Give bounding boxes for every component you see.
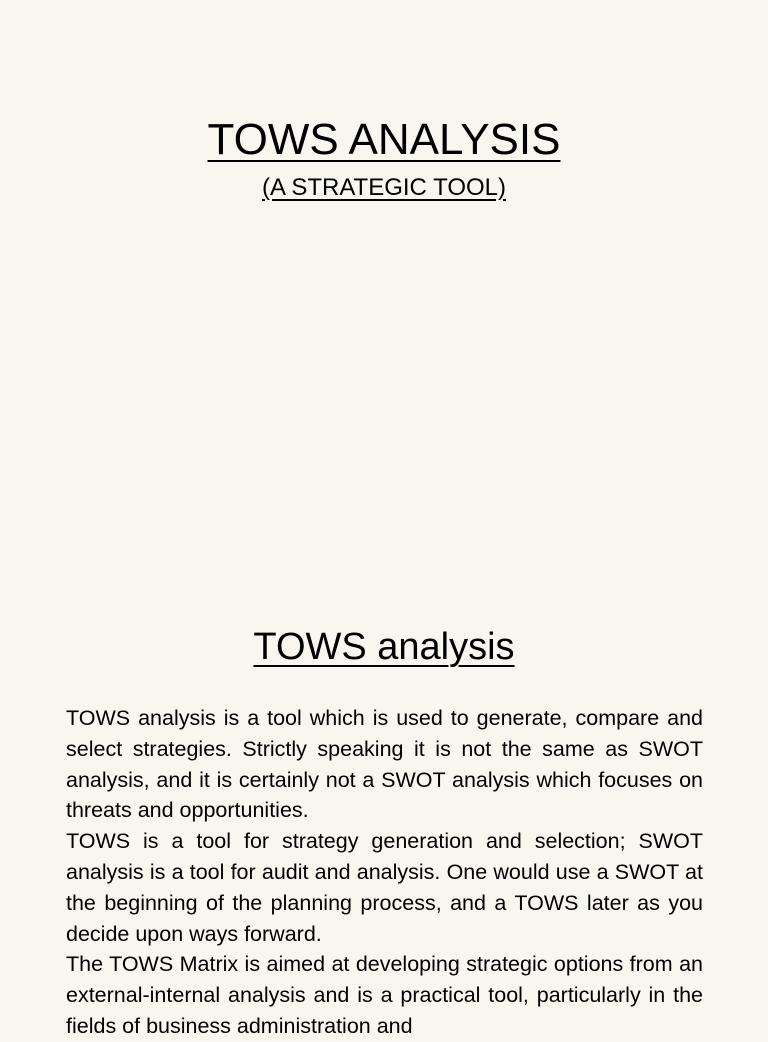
slide-subtitle: (A STRATEGIC TOOL) [261, 174, 507, 201]
content-body [66, 703, 703, 1042]
paragraph-1: TOWS analysis is a tool which is used to generate, compare and select strategies. Strictly speaking it is not the same as SWOT analysis, and it is certainly not a SWOT analysis which focuses on threats and opportunities. [66, 706, 703, 823]
paragraph-2: TOWS is a tool for strategy generation and selection; SWOT analysis is a tool for audit and analysis. One would use a SWOT at the beginning of the planning process, and a TOWS later as you decide upon ways forward. [66, 829, 703, 946]
slide-title: TOWS ANALYSIS [207, 115, 561, 164]
content-heading: TOWS analysis [253, 626, 515, 668]
paragraph-3: The TOWS Matrix is aimed at developing strategic options from an external-internal analysis and is a practical tool, particularly in the fields of business administration and [66, 952, 703, 1038]
content-slide [0, 580, 768, 1038]
